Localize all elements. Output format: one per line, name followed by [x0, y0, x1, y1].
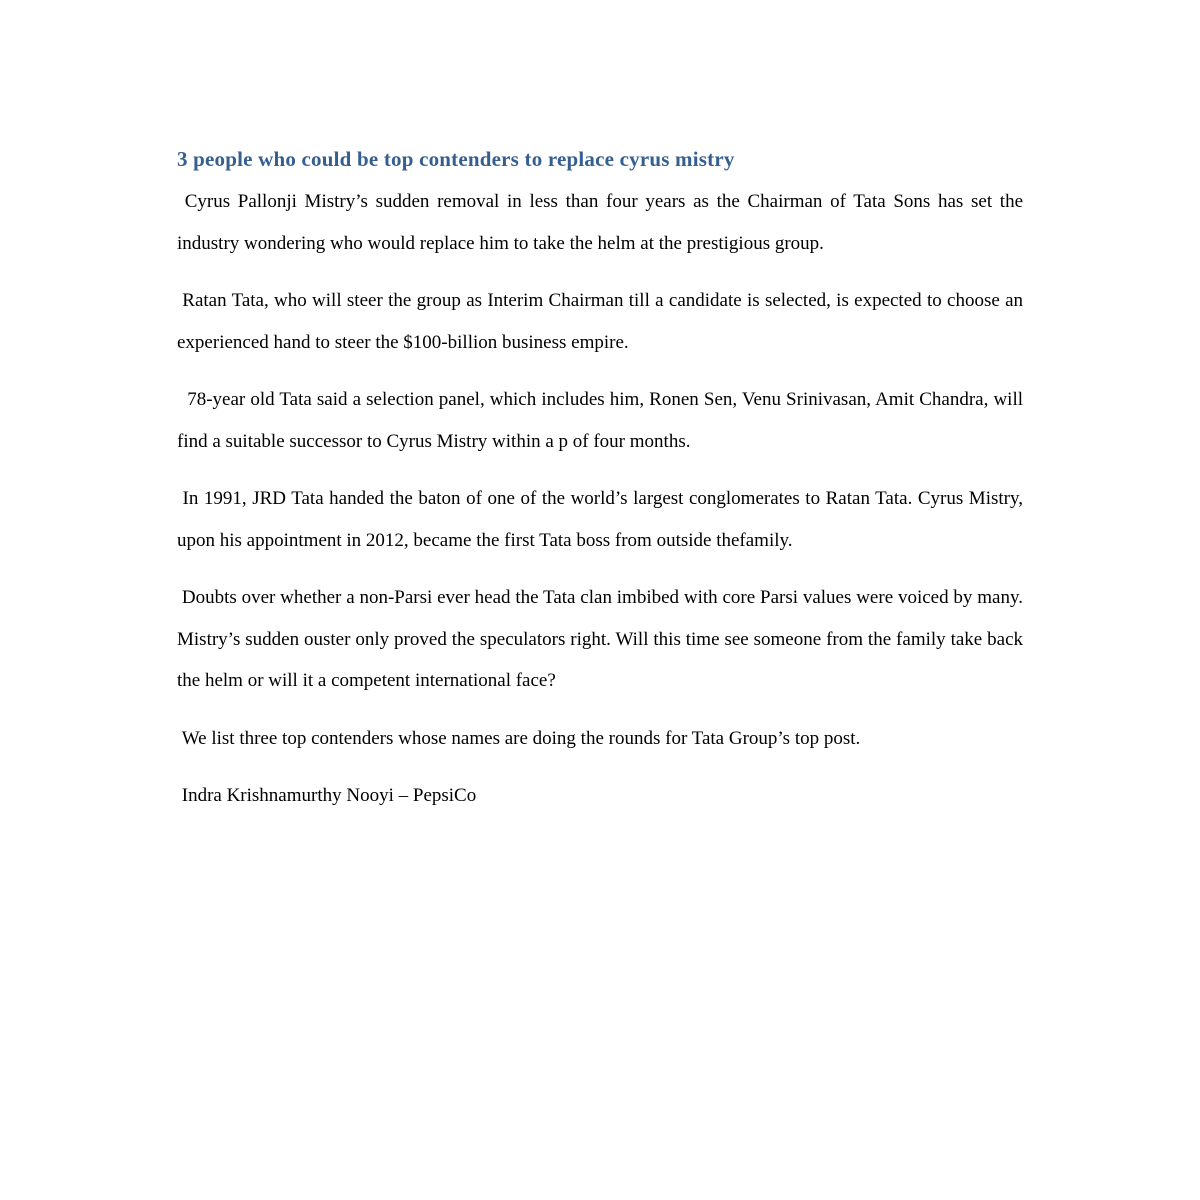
paragraph-selection-panel: 78-year old Tata said a selection panel, which includes him, Ronen Sen, Venu Srinivasan, Amit Chandra, will find a suitable successor to Cyrus Mistry within a p of four months. [177, 389, 1028, 452]
paragraph-history-1991: In 1991, JRD Tata handed the baton of one of the world’s largest conglomerates to Ratan Tata. Cyrus Mistry, upon his appointment in 2012, became the first Tata boss from outside thefamily. [177, 488, 1028, 551]
document-title: 3 people who could be top contenders to replace cyrus mistry [177, 147, 735, 171]
paragraph-contenders-intro: We list three top contenders whose names are doing the rounds for Tata Group’s top post. [177, 727, 861, 749]
paragraph-ratan-interim: Ratan Tata, who will steer the group as Interim Chairman till a candidate is selected, is expected to choose an experienced hand to steer the $100-billion business empire. [177, 290, 1028, 353]
paragraph-contender-nooyi: Indra Krishnamurthy Nooyi – PepsiCo [177, 785, 477, 806]
document-page [177, 140, 1028, 817]
paragraph-parsi-doubts: Doubts over whether a non-Parsi ever head the Tata clan imbibed with core Parsi values were voiced by many. Mistry’s sudden ouster only proved the speculators right. Will this time see someone from the family take back the helm or will it a competent international face? [177, 587, 1028, 691]
paragraph-cyrus-removal: Cyrus Pallonji Mistry’s sudden removal in less than four years as the Chairman of Tata Sons has set the industry wondering who would replace him to take the helm at the prestigious group. [177, 191, 1028, 254]
